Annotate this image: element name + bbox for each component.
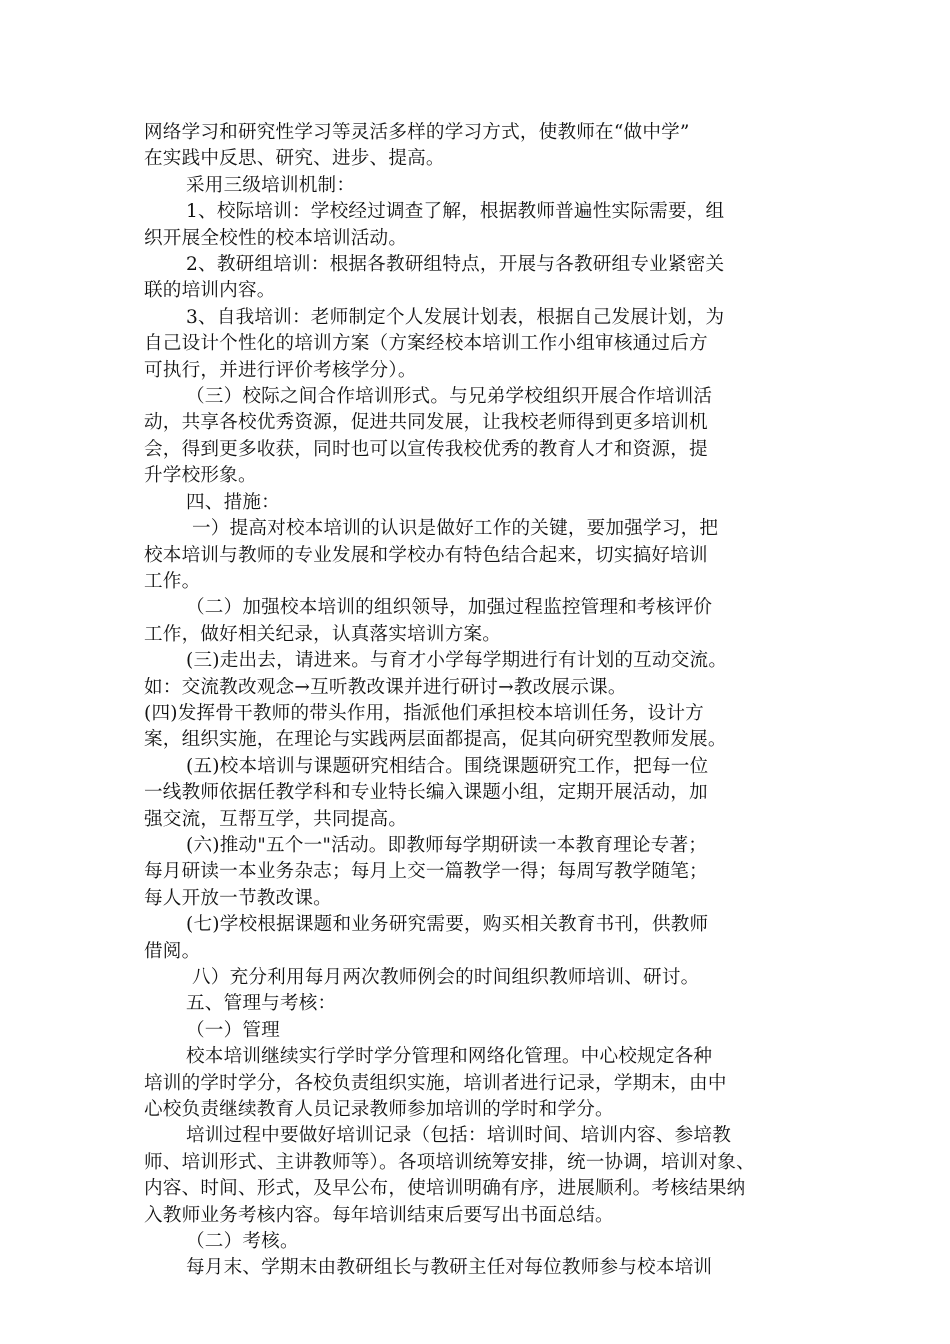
- paragraph-2: [144, 199, 809, 252]
- text-line: 案，组织实施，在理论与实践两层面都提高，促其向研究型教师发展。: [144, 729, 727, 751]
- text-line: （二）考核。: [186, 1231, 299, 1253]
- text-line: 内容、时间、形式，及早公布，使培训明确有序，进展顺利。考核结果纳: [144, 1178, 746, 1200]
- document-page: [144, 120, 809, 1282]
- paragraph-8: [144, 595, 809, 648]
- text-line: 1、校际培训：学校经过调查了解，根据教师普遍性实际需要，组: [186, 201, 725, 223]
- text-line: 3、自我培训：老师制定个人发展计划表，根据自己发展计划，为: [186, 306, 725, 328]
- paragraph-4: [144, 305, 809, 384]
- paragraph-15: [144, 991, 809, 1017]
- text-line: (四)发挥骨干教师的带头作用，指派他们承担校本培训任务，设计方: [144, 702, 704, 724]
- text-line: 八）充分利用每月两次教师例会的时间组织教师培训、研讨。: [192, 967, 700, 988]
- paragraph-5: [144, 384, 809, 490]
- text-line: 工作，做好相关纪录，认真落实培训方案。: [144, 623, 502, 645]
- text-line: 2、教研组培训：根据各教研组特点，开展与各教研组专业紧密关: [186, 254, 725, 276]
- paragraph-13: [144, 912, 809, 965]
- text-line: 校本培训与教师的专业发展和学校办有特色结合起来，切实搞好培训: [144, 544, 708, 566]
- text-line: (七)学校根据课题和业务研究需要，购买相关教育书刊，供教师: [186, 914, 709, 936]
- paragraph-1: [144, 173, 809, 199]
- text-line: 校本培训继续实行学时学分管理和网络化管理。中心校规定各种: [186, 1046, 713, 1068]
- text-line: 一线教师依据任教学科和专业特长编入课题小组，定期开展活动，加: [144, 782, 708, 804]
- text-line: 自己设计个性化的培训方案（方案经校本培训工作小组审核通过后方: [144, 333, 708, 355]
- text-line: 织开展全校性的校本培训活动。: [144, 227, 408, 249]
- paragraph-20: [144, 1255, 809, 1281]
- text-line: 会，得到更多收获，同时也可以宣传我校优秀的教育人才和资源，提: [144, 438, 708, 460]
- text-line: （一）管理: [186, 1019, 280, 1041]
- paragraph-0: [144, 120, 809, 173]
- text-line: 工作。: [144, 570, 201, 592]
- text-line: （二）加强校本培训的组织领导，加强过程监控管理和考核评价: [186, 597, 713, 619]
- text-line: 培训的学时学分，各校负责组织实施，培训者进行记录，学期末，由中: [144, 1072, 727, 1094]
- text-line: 每人开放一节教改课。: [144, 887, 332, 909]
- text-line: 师、培训形式、主讲教师等）。各项培训统筹安排，统一协调，培训对象、: [144, 1151, 755, 1173]
- text-line: 强交流，互帮互学，共同提高。: [144, 808, 408, 830]
- text-line: 在实践中反思、研究、进步、提高。: [144, 148, 445, 170]
- text-line: (三)走出去，请进来。与育才小学每学期进行有计划的互动交流。: [186, 650, 728, 672]
- paragraph-9: [144, 648, 809, 701]
- text-line: 一）提高对校本培训的认识是做好工作的关键，要加强学习，把: [192, 518, 719, 540]
- paragraph-17: [144, 1044, 809, 1123]
- text-line: 可执行，并进行评价考核学分）。: [144, 359, 417, 381]
- paragraph-6: [144, 490, 809, 516]
- text-line: 网络学习和研究性学习等灵活多样的学习方式，使教师在“做中学”: [144, 122, 690, 143]
- text-line: 借阅。: [144, 940, 201, 962]
- text-line: （三）校际之间合作培训形式。与兄弟学校组织开展合作培训活: [186, 386, 713, 408]
- text-line: 升学校形象。: [144, 465, 257, 487]
- text-line: (五)校本培训与课题研究相结合。围绕课题研究工作，把每一位: [186, 755, 709, 777]
- paragraph-16: [144, 1018, 809, 1044]
- text-line: 每月研读一本业务杂志；每月上交一篇教学一得；每周写教学随笔；: [144, 861, 708, 883]
- text-line: 五、管理与考核：: [186, 993, 337, 1015]
- text-line: 四、措施：: [186, 491, 280, 513]
- paragraph-7: [144, 516, 809, 595]
- paragraph-18: [144, 1123, 809, 1229]
- text-line: 采用三级培训机制：: [186, 174, 356, 196]
- text-line: 如：交流教改观念→互听教改课并进行研讨→教改展示课。: [144, 676, 627, 698]
- paragraph-19: [144, 1229, 809, 1255]
- text-line: 每月末、学期末由教研组长与教研主任对每位教师参与校本培训: [186, 1257, 713, 1279]
- paragraph-11: [144, 754, 809, 833]
- text-line: (六)推动"五个一"活动。即教师每学期研读一本教育理论专著；: [186, 834, 708, 856]
- paragraph-12: [144, 833, 809, 912]
- paragraph-14: [144, 965, 809, 991]
- text-line: 培训过程中要做好培训记录（包括：培训时间、培训内容、参培教: [186, 1125, 732, 1147]
- paragraph-10: [144, 701, 809, 754]
- paragraph-3: [144, 252, 809, 305]
- text-line: 入教师业务考核内容。每年培训结束后要写出书面总结。: [144, 1204, 614, 1226]
- text-line: 动，共享各校优秀资源，促进共同发展，让我校老师得到更多培训机: [144, 412, 708, 434]
- text-line: 心校负责继续教育人员记录教师参加培训的学时和学分。: [144, 1099, 614, 1121]
- text-line: 联的培训内容。: [144, 280, 276, 302]
